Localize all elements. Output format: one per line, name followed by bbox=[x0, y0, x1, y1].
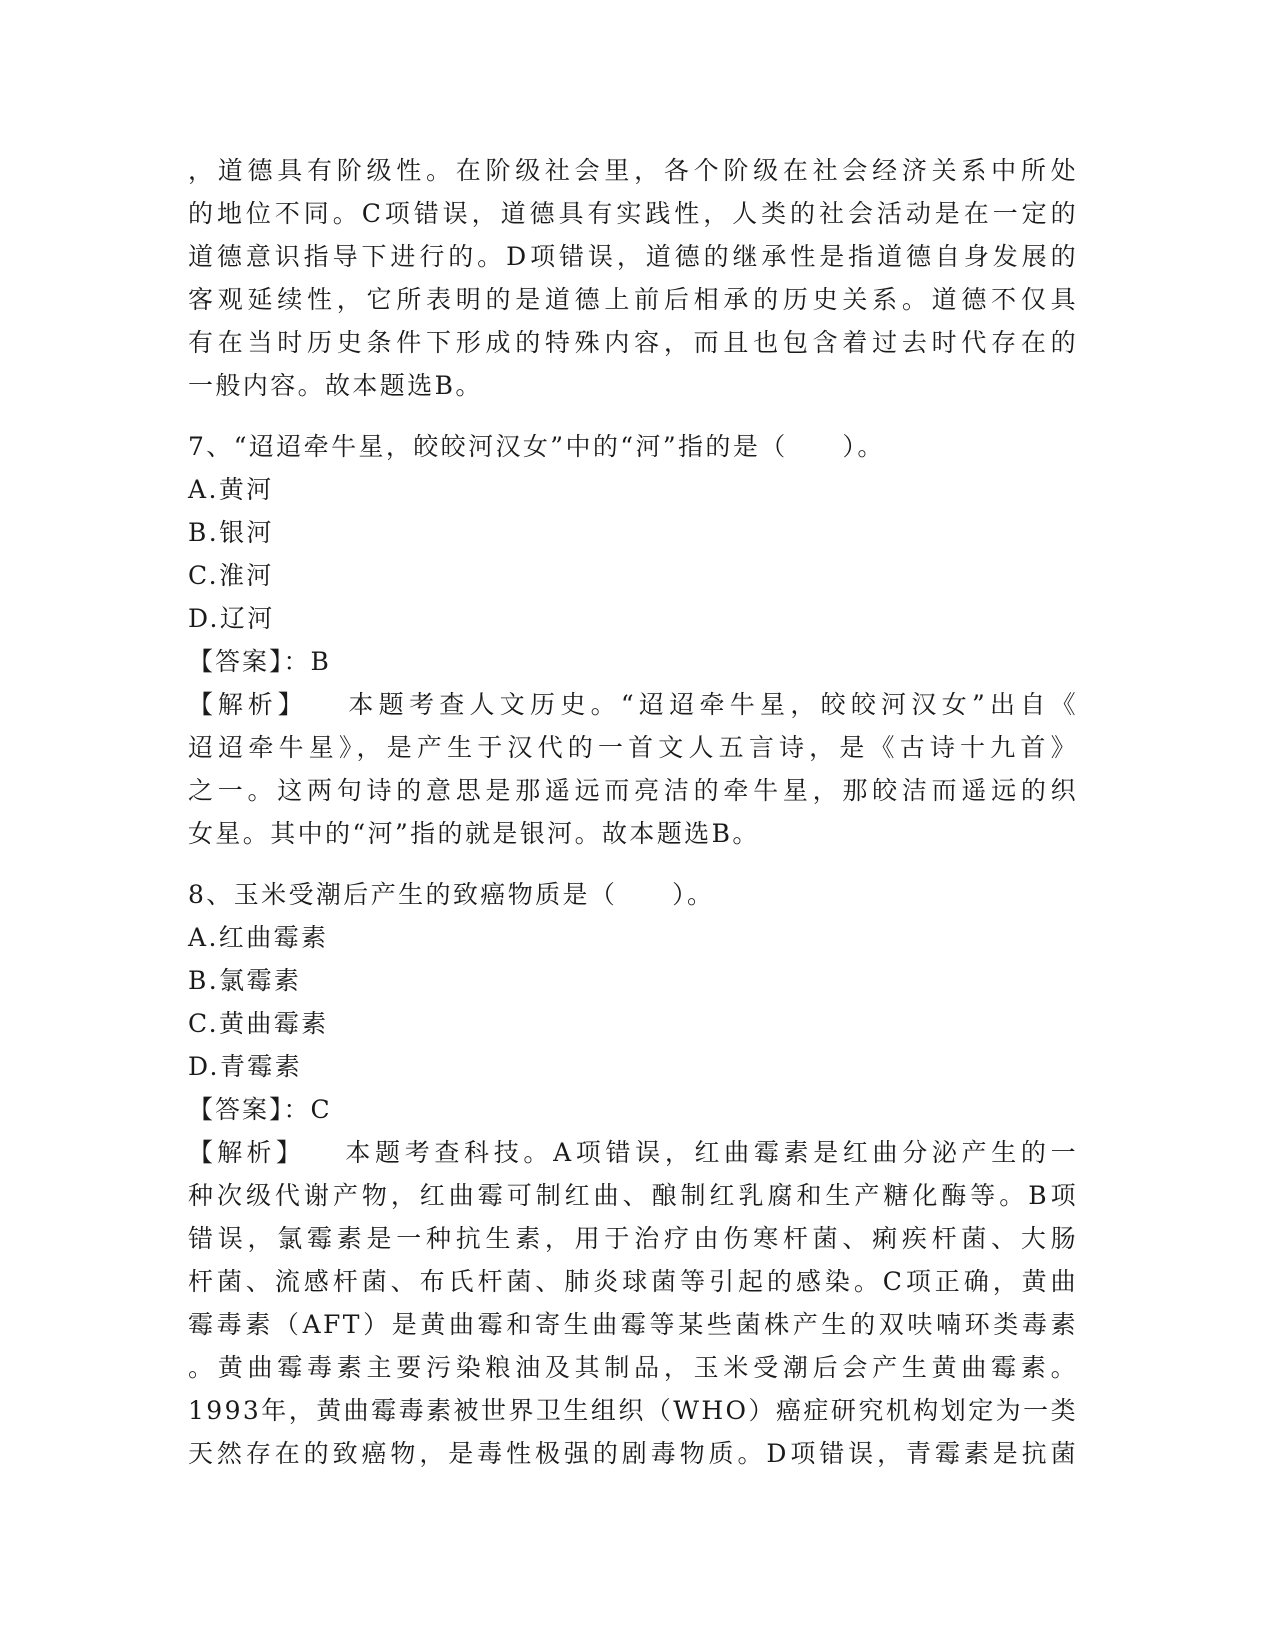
analysis-line: 客观延续性，它所表明的是道德上前后相承的历史关系。道德不仅具 bbox=[188, 285, 1078, 314]
answer-label: 【答案】： bbox=[188, 647, 311, 676]
answer-label: 【答案】： bbox=[188, 1095, 311, 1124]
analysis-line: 的地位不同。C项错误，道德具有实践性，人类的社会活动是在一定的 bbox=[188, 199, 1078, 228]
analysis-label: 【解析】 bbox=[188, 1138, 306, 1167]
analysis-line: 霉毒素（AFT）是黄曲霉和寄生曲霉等某些菌株产生的双呋喃环类毒素 bbox=[188, 1310, 1078, 1339]
answer-value: C bbox=[310, 1095, 333, 1124]
analysis-line: 【解析】 本题考查科技。A项错误，红曲霉素是红曲分泌产生的一 bbox=[188, 1138, 1078, 1167]
analysis-line: 错误，氯霉素是一种抗生素，用于治疗由伤寒杆菌、痢疾杆菌、大肠 bbox=[188, 1224, 1078, 1253]
continued-analysis bbox=[188, 149, 1078, 407]
option-c: C.淮河 bbox=[188, 561, 274, 590]
analysis-label: 【解析】 bbox=[188, 690, 308, 719]
option-b: B.银河 bbox=[188, 518, 274, 547]
question-stem: 7、“迢迢牵牛星，皎皎河汉女”中的“河”指的是（ ）。 bbox=[188, 432, 885, 461]
analysis-line: 一般内容。故本题选B。 bbox=[188, 371, 483, 400]
option-c: C.黄曲霉素 bbox=[188, 1009, 329, 1038]
analysis-line: 道德意识指导下进行的。D项错误，道德的继承性是指道德自身发展的 bbox=[188, 242, 1078, 271]
question-stem: 8、玉米受潮后产生的致癌物质是（ ）。 bbox=[188, 880, 715, 909]
analysis-block bbox=[188, 1131, 1078, 1475]
answer-row bbox=[188, 640, 1078, 683]
option-d: D.青霉素 bbox=[188, 1052, 303, 1081]
question-7 bbox=[188, 425, 1078, 855]
answer-value: B bbox=[310, 647, 332, 676]
analysis-line: 迢迢牵牛星》，是产生于汉代的一首文人五言诗，是《古诗十九首》 bbox=[188, 733, 1078, 762]
option-a: A.黄河 bbox=[188, 475, 274, 504]
analysis-line: 。黄曲霉毒素主要污染粮油及其制品，玉米受潮后会产生黄曲霉素。 bbox=[188, 1353, 1078, 1382]
analysis-line: 1993年，黄曲霉毒素被世界卫生组织（WHO）癌症研究机构划定为一类 bbox=[188, 1396, 1078, 1425]
analysis-line: 种次级代谢产物，红曲霉可制红曲、酿制红乳腐和生产糖化酶等。B项 bbox=[188, 1181, 1078, 1210]
analysis-line: 有在当时历史条件下形成的特殊内容，而且也包含着过去时代存在的 bbox=[188, 328, 1078, 357]
option-b: B.氯霉素 bbox=[188, 966, 302, 995]
question-8 bbox=[188, 873, 1078, 1475]
option-a: A.红曲霉素 bbox=[188, 923, 329, 952]
answer-row bbox=[188, 1088, 1078, 1131]
analysis-line: 杆菌、流感杆菌、布氏杆菌、肺炎球菌等引起的感染。C项正确，黄曲 bbox=[188, 1267, 1078, 1296]
analysis-line: ，道德具有阶级性。在阶级社会里，各个阶级在社会经济关系中所处 bbox=[188, 156, 1078, 185]
analysis-line: 女星。其中的“河”指的就是银河。故本题选B。 bbox=[188, 819, 760, 848]
analysis-line: 之一。这两句诗的意思是那遥远而亮洁的牵牛星，那皎洁而遥远的织 bbox=[188, 776, 1078, 805]
analysis-line: 天然存在的致癌物，是毒性极强的剧毒物质。D项错误，青霉素是抗菌 bbox=[188, 1439, 1078, 1468]
page-content bbox=[188, 149, 1078, 1475]
option-d: D.辽河 bbox=[188, 604, 275, 633]
analysis-block bbox=[188, 683, 1078, 855]
analysis-line: 【解析】 本题考查人文历史。“迢迢牵牛星，皎皎河汉女”出自《 bbox=[188, 690, 1078, 719]
